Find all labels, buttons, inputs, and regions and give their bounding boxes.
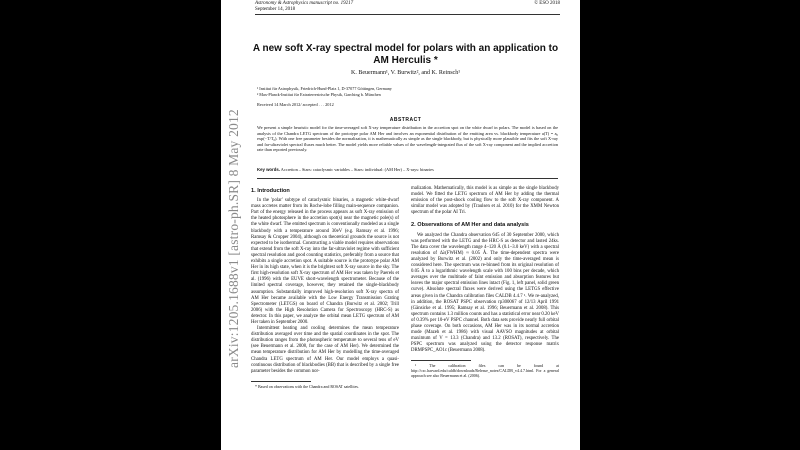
affiliations	[257, 86, 392, 97]
keywords-label: Key words.	[257, 167, 280, 172]
copyright: © ESO 2018	[534, 1, 560, 6]
keywords-text: Accretion – Stars: cataclysmic variables – Stars: individual: (AM Her) – X-rays: binaries	[280, 167, 434, 172]
section-heading-introduction: 1. Introduction	[251, 188, 290, 194]
right-column	[411, 186, 559, 378]
intro-paragraph-2: Intermittent heating and cooling determines the mean temperature distribution averaged over time and the spatial coordinates in the spot. The distribution ranges from the photospheric temperature to several tens of eV (see Beuermann et al. 2008, for the case of AM Her). We determined the mean temperature distribution for AM Her by modelling the time-averaged Chandra LETG spectrum of AM Her. Our model employs a quasi-continuous distribution of blackbodies (BB) that is described by a single free parameter besides the common nor-	[251, 326, 399, 374]
received-date: Received 14 March 2012/ accepted . . . 2012	[257, 102, 334, 107]
intro-paragraph-1: In the 'polar' subtype of cataclysmic binaries, a magnetic white-dwarf mass accretes matter from its Roche-lobe filling main-sequence companion. Part of the energy released in the process appears as soft X-ray emission of the heated photosphere in the accretion spot(s) near the magnetic pole(s) of the white dwarf. The emitted spectrum is conventionally modeled as a single blackbody with a temperature around 30eV (e.g. Ramsay et al. 1996; Ramsay & Cropper 2004), although on theoretical grounds the source is not expected to be isothermal. Constructing a viable model requires observations that extend from the soft X-ray into the far-ultraviolet regime with sufficient spectral resolution and good counting statistics, preferably from a source that exhibits a single accretion spot. A suitable source is the prototype polar AM Her in its high state, when it is the brightest soft X-ray source in the sky. The first high-resolution soft X-ray spectrum of AM Her was taken by Paerels et al. (1996) with the EUVE short-wavelength spectrometer. Because of the limited spectral coverage, however, they retained the single-blackbody assumption. Substantially improved high-resolution soft X-ray spectra of AM Her became available with the Low Energy Transmission Grating Spectrometer (LETGS) on board of Chandra (Burwitz et al. 2002; Trill 2006) with the High Resolution Camera for Spectroscopy (HRC-S) as detector. In this paper, we analyze the orbital mean LETG spectrum of AM Her taken in September 2000.	[251, 198, 399, 325]
affiliation-2: ² Max-Planck-Institut für Extraterrestrische Physik, Garching b. München	[257, 91, 381, 97]
abstract-heading: ABSTRACT	[389, 117, 422, 123]
section-heading-observations: 2. Observations of AM Her and data analysis	[411, 222, 529, 229]
affiliation-1: ¹ Institut für Astrophysik, Friedrich-Hund-Platz 1, D-37077 Göttingen, Germany	[257, 86, 392, 91]
footnote-star: * Based on observations with the Chandra and ROSAT satellites.	[255, 383, 359, 389]
footnote-caldb: ¹ The calibration files can be found at http://cxc.harvard.edu/caldb/downloads/Release_notes/CALDB_v4.4.7.html. For a general approach see also Beuermann et al. (2006).	[411, 363, 559, 379]
abstract-rule	[257, 178, 558, 179]
footnote-rule-right	[411, 360, 471, 361]
observations-paragraph: We analyzed the Chandra observation 645 of 30 September 2000, which was performed with the LETG and the HRC-S as detector and lasted 24ks. The data cover the wavelength range 4–120 Å (0.1–3.0 keV) with a spectral resolution of Δλ(FWHM) ≈ 0.05 Å. The time-dependent spectra were analyzed by Burwitz et al. (2002) and only the time-averaged mean is considered here. The spectrum was re-binned from its original resolution of 0.05 Å to a logarithmic wavelength scale with 100 bins per decade, which averages over the multitude of faint emission and absorption features but leaves the major spectral emission lines intact (Fig. 1, left panel, solid green curve). Absolute spectral fluxes were derived using the LETGS effective areas given in the Chandra calibration files CALDB 4.4.7 ¹. We re-analyzed, in addition, the ROSAT PSPC observation rp300067 of 12/13 April 1991 (Gänsicke et al. 1995; Ramsay et al. 1996; Beuermann et al. 2008). This spectrum contains 1.3 million counts and has a statistical error near 0.20 keV of 0.39% per 10-eV PSPC channel. Both data sets provide nearly full orbital phase coverage. On both occasions, AM Her was in its normal accretion mode (Mazeh et al. 1986) with visual AAVSO magnitudes at orbital maximum of V = 13.3 (Chandra) and 13.2 (ROSAT), respectively. The PSPC spectrum was analyzed using the detector response matrix DRMPSPC_AO1c (Beuermann 2008).	[411, 232, 559, 354]
intro-continuation: malization. Mathematically, this model is as simple as the single blackbody model. We fitted the LETG spectrum of AM Her by adding the thermal emission of the post-shock cooling flow to the soft X-ray component. A similar model was adopted by (Traulsen et al. 2010) for the XMM Newton spectrum of the polar AI Tri.	[411, 186, 559, 216]
abstract-text: We present a simple heuristic model for the time-averaged soft X-ray temperature distribution in the accretion spot on the white dwarf in polars. The model is based on the analysis of the Chandra LETG spectrum of the prototype polar AM Her and involves an exponential distribution of the emitting area vs. blackbody temperature a(T) = a₀ exp(−T/T₀). With one free parameter besides the normalization, it is mathematically as simple as the single blackbody, but is physically more plausible and fits the soft X-ray and far-ultraviolet spectral fluxes much better. The model yields more reliable values of the wavelength-integrated flux of the soft X-ray component and the implied accretion rate than reported previously.	[257, 125, 558, 153]
left-column	[251, 186, 399, 389]
paper-title: A new soft X-ray spectral model for polars with an application to AM Herculis *	[252, 43, 559, 66]
arxiv-identifier: arXiv:1205.1688v1 [astro-ph.SR] 8 May 2012	[226, 109, 241, 368]
running-header	[255, 1, 353, 13]
header-rule	[255, 14, 560, 15]
manuscript-date: September 14, 2018	[255, 7, 296, 12]
footnote-rule	[251, 381, 311, 382]
keywords	[257, 167, 558, 173]
author-list: K. Beuermann¹, V. Burwitz², and K. Reinsch¹	[351, 70, 460, 76]
arxiv-sidebar	[224, 109, 244, 370]
journal-name: Astronomy & Astrophysics manuscript no. 19217	[255, 1, 354, 6]
paper-page	[221, 0, 580, 450]
